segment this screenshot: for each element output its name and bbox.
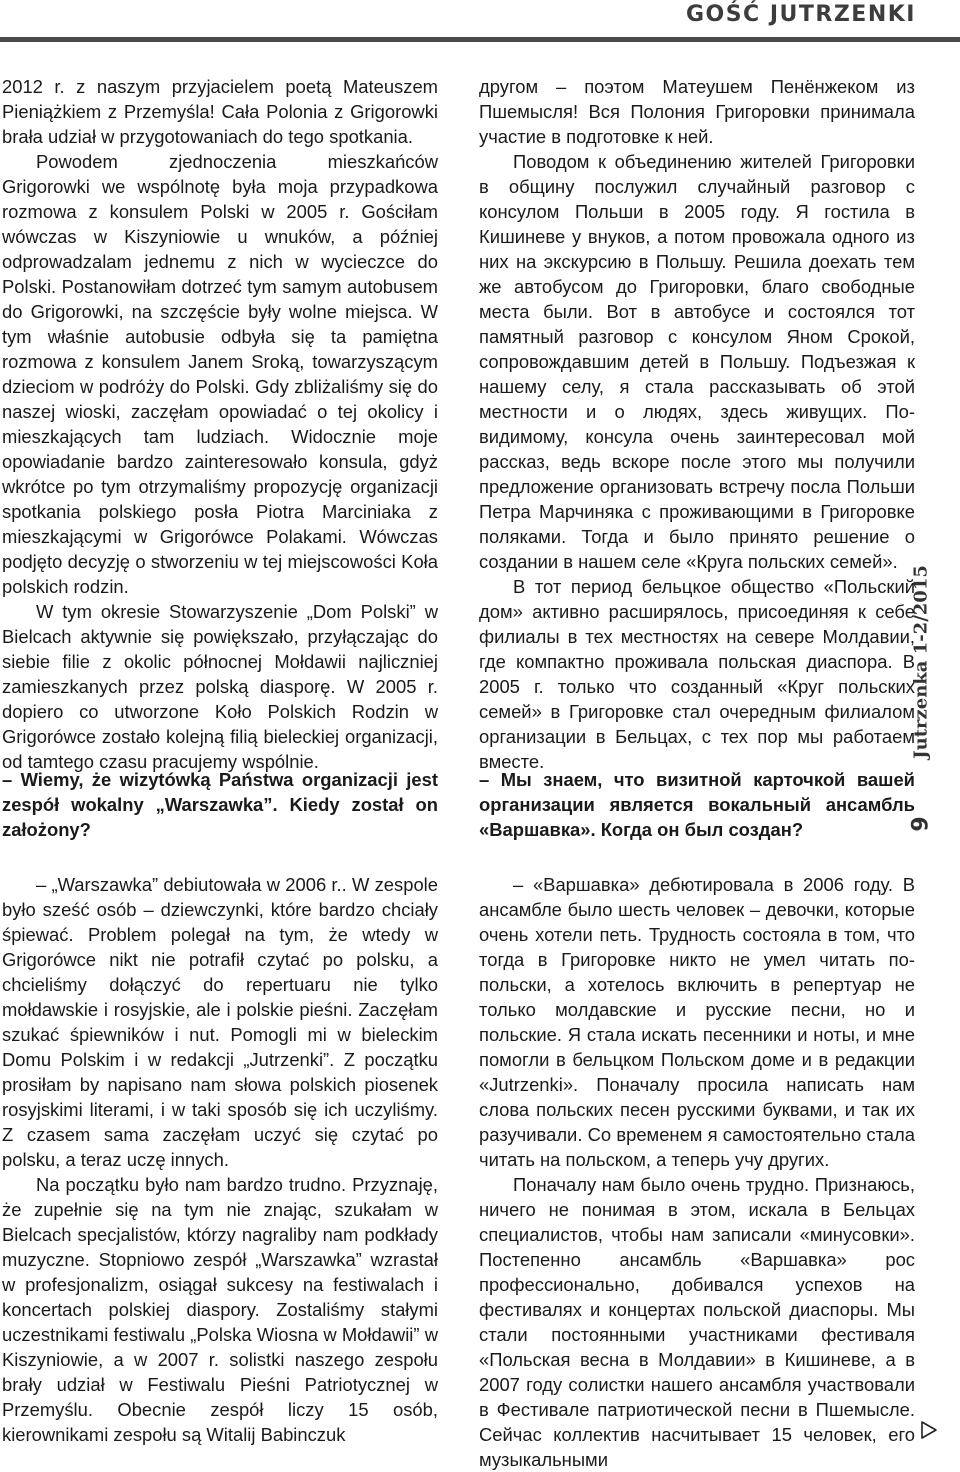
paragraph: В тот период бельцкое общество «Польский дом» активно расширялось, присоединяя к себе филиалы в тех местностях на севере Молдавии, где компактно проживала польская диаспора. В 2005 г. только что созданный «Круг польских семей» в Григоровке стал очередным филиалом организации в Бельцах, с тех пор мы работаем вместе. (479, 576, 915, 772)
paragraph: 2012 r. z naszym przyjacielem poetą Mateuszem Pieniążkiem z Przemyśla! Cała Polonia z Grigorowki brała udział w przygotowaniach do tego spotkania. (2, 76, 438, 147)
russian-question: – Мы знаем, что визитной карточкой вашей организации является вокальный ансамбль «Варшавка». Когда он был создан? (479, 769, 915, 840)
continue-arrow-icon (919, 1420, 939, 1440)
header-rule (0, 37, 960, 42)
paragraph: – «Варшавка» дебютировала в 2006 году. В ансамбле было шесть человек – девочки, которые очень хотели петь. Трудность состояла в том, что тогда в Григоровке никто не умел читать по-польски, а хотелось включить в репертуар не только молдавские и русские песни, но и польские. Я стала искать песенники и ноты, и мне помогли в бельцком Польском доме и в редакции «Jutrzenki». Поначалу просила написать нам слова польских песен русскими буквами, и так их разучивали. Со временем я самостоятельно стала читать на польском, а теперь учу других. (479, 874, 915, 1170)
magazine-issue-label: Jutrzenka 1-2/2015 (910, 565, 932, 759)
paragraph: Поводом к объединению жителей Григоровки в общину послужил случайный разговор с консулом Польши в 2005 году. Я гостила в Кишиневе у внуков, а потом провожала одного из них на экскурсию в Польшу. Решила доехать тем же автобусом до Григоровки, благо свободные места были. Вот в автобусе и состоялся тот памятный разговор с консулом Яном Срокой, сопровождавшим детей в Польшу. Подъезжая к нашему селу, я стала рассказывать об этой местности и о людях, здесь живущих. По-видимому, консула очень заинтересовал мой рассказ, ведь вскоре после этого мы получили предложение организовать встречу посла Польши Петра Марчиняка с проживающими в Григоровке поляками. Тогда и было принято решение о создании в нашем селе «Круга польских семей». (479, 151, 915, 572)
paragraph: – „Warszawka” debiutowała w 2006 r.. W zespole było sześć osób – dziewczynki, które bardzo chciały śpiewać. Problem polegał na tym, że wtedy w Grigorówce nikt nie potrafił czytać po polsku, a chcieliśmy dołączyć do repertuaru nie tylko mołdawskie i rosyjskie, ale i polskie pieśni. Zaczęłam szukać śpiewników i nut. Pomogli mi w bieleckim Domu Polskim i w redakcji „Jutrzenki”. Z początku prosiłam by napisano nam słowa polskich piosenek rosyjskimi literami, i w taki sposób się ich uczyliśmy. Z czasem sama zaczęłam uczyć się czytać po polsku, a teraz uczę innych. (2, 874, 438, 1170)
header-title: GOŚĆ JUTRZENKI (685, 2, 916, 27)
russian-answer-section (479, 872, 915, 1472)
paragraph: Powodem zjednoczenia mieszkańców Grigorowki we wspólnotę była moja przypadkowa rozmowa z konsulem Polski w 2005 r. Gościłam wówczas w Kiszyniowie u wnuków, a później odprowadzalam jednemu z nich w wycieczce do Polski. Postanowiłam dotrzeć tym samym autobusem do Grigorowki, na szczęście były wolne miejsca. W tym właśnie autobusie odbyła się ta pamiętna rozmowa z konsulem Janem Sroką, towarzyszącym dzieciom w podróży do Polski. Gdy zbliżaliśmy się do naszej wioski, zaczęłam opowiadać o tej okolicy i mieszkających tam ludziach. Widocznie moje opowiadanie bardzo zainteresowało konsula, gdyż wkrótce po tym otrzymaliśmy propozycję organizacji spotkania polskiego posła Piotra Marciniaka z mieszkającymi w Grigorówce Polakami. Wówczas podjęto decyzję o stworzeniu w tej miejscowości Koła polskich rodzin. (2, 151, 438, 597)
polish-question: – Wiemy, że wizytówką Państwa organizacji jest zespół wokalny „Warszawka”. Kiedy został on założony? (2, 769, 438, 840)
russian-top-section (479, 74, 915, 774)
page-number: 9 (908, 816, 934, 832)
paragraph: другом – поэтом Матеушем Пенёнжеком из Пшемысля! Вся Полония Григоровки принимала участие в подготовке к ней. (479, 76, 915, 147)
paragraph: W tym okresie Stowarzyszenie „Dom Polski” w Bielcach aktywnie się powiększało, przyłączając do siebie filie z okolic północnej Mołdawii najliczniej zamieszkanych przez polską diasporę. W 2005 r. dopiero co utworzone Koło Polskich Rodzin w Grigorówce zostało kolejną filią bieleckiej organizacji, od tamtego czasu pracujemy wspólnie. (2, 601, 438, 772)
polish-answer-section (2, 872, 438, 1447)
paragraph: Na początku było nam bardzo trudno. Przyznaję, że zupełnie się na tym nie znając, szukałam w Bielcach specjalistów, którzy nagraliby nam podkłady muzyczne. Stopniowo zespół „Warszawka” wzrastał w profesjonalizm, osiągał sukcesy na festiwalach i koncertach polskiej diaspory. Zostaliśmy stałymi uczestnikami festiwalu „Polska Wiosna w Mołdawii” w Kiszyniowie, a w 2007 r. solistki naszego zespołu brały udział w Festiwalu Pieśni Patriotycznej w Przemyślu. Obecnie zespół liczy 15 osób, kierownikami zespołu są Witalij Babinczuk (2, 1174, 438, 1445)
polish-top-section (2, 74, 438, 774)
paragraph: Поначалу нам было очень трудно. Признаюсь, ничего не понимая в этом, искала в Бельцах специалистов, чтобы нам записали «минусовки». Постепенно ансамбль «Варшавка» рос профессионально, добивался успехов на фестивалях и концертах польской диаспоры. Мы стали постоянными участниками фестиваля «Польская весна в Молдавии» в Кишиневе, а в 2007 году солистки нашего ансамбля участвовали в Фестивале патриотической песни в Пшемысле. Сейчас коллектив насчитывает 15 человек, его музыкальными (479, 1174, 915, 1470)
